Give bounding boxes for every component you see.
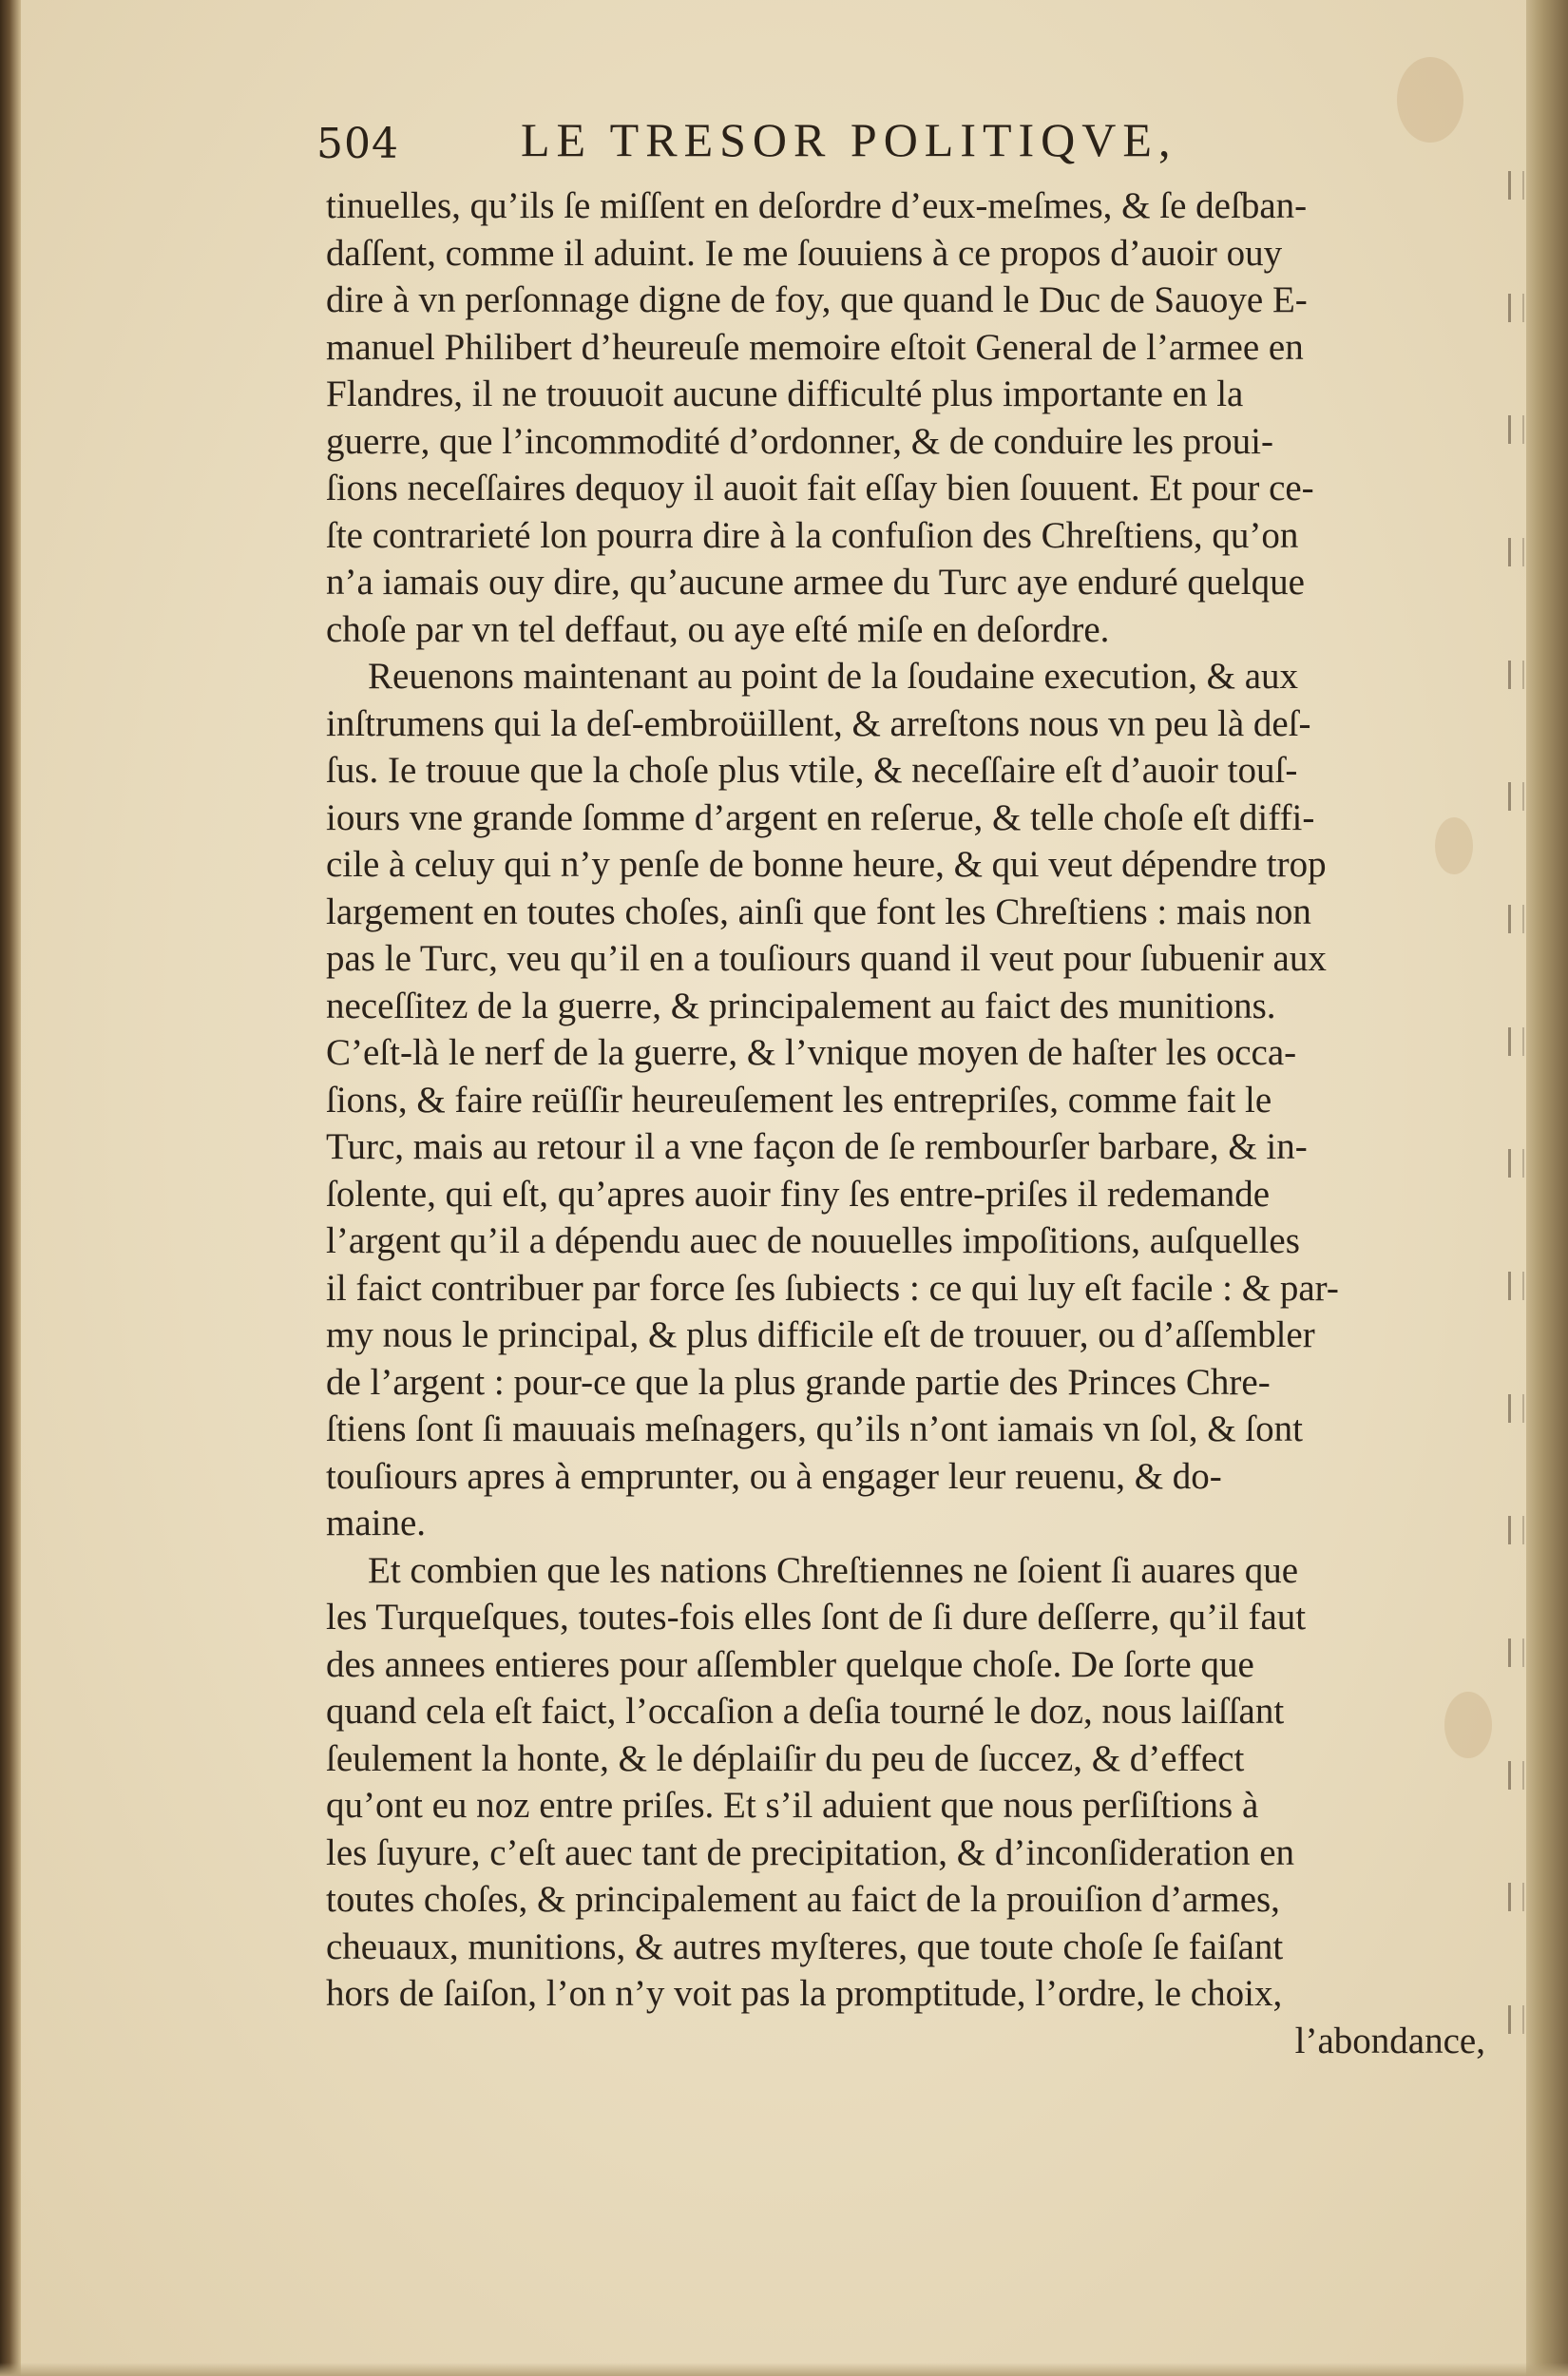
body-text: [326, 182, 1485, 2064]
paragraph-start-line: Et combien que les nations Chreſtiennes ne ſoient ſi auares que: [368, 1549, 1299, 1591]
show-through-mark: [1508, 2005, 1524, 2034]
show-through-mark: [1508, 905, 1524, 933]
show-through-mark: [1508, 782, 1524, 811]
running-title: LE TRESOR POLITIQVE,: [521, 113, 1177, 166]
text-line: des annees entieres pour aſſembler quelque choſe. De ſorte que: [326, 1643, 1254, 1685]
text-line: touſiours apres à emprunter, ou à engager leur reuenu, & do-: [326, 1455, 1222, 1497]
text-line: Flandres, il ne trouuoit aucune difficulté plus importante en la: [326, 374, 1244, 414]
text-line: maine.: [326, 1503, 427, 1543]
text-line: cheuaux, munitions, & autres myſteres, que toute choſe ſe faiſant: [326, 1926, 1284, 1967]
text-line: ſions, & faire reüſſir heureuſement les entrepriſes, comme fait le: [326, 1079, 1272, 1121]
catchword: l’abondance,: [1294, 2020, 1485, 2061]
page-number: 504: [316, 120, 399, 168]
show-through-mark: [1508, 294, 1524, 322]
show-through-mark: [1508, 1394, 1524, 1423]
text-line: neceſſitez de la guerre, & principalement au faict des munitions.: [326, 985, 1276, 1026]
show-through-mark: [1508, 415, 1524, 444]
text-line: ſions neceſſaires dequoy il auoit fait eſſay bien ſouuent. Et pour ce-: [326, 468, 1314, 508]
page-header: [316, 112, 1305, 175]
fore-edge: [1526, 0, 1568, 2376]
text-line: quand cela eſt faict, l’occaſion a deſia tourné le doz, nous laiſſant: [326, 1691, 1285, 1732]
text-line: my nous le principal, & plus difficile eſt de trouuer, ou d’aſſembler: [326, 1314, 1315, 1355]
text-line: tinuelles, qu’ils ſe miſſent en deſordre d’eux-meſmes, & ſe deſban-: [326, 185, 1308, 226]
show-through-mark: [1508, 1149, 1524, 1178]
text-line: ſus. Ie trouue que la choſe plus vtile, & neceſſaire eſt d’auoir touſ-: [326, 750, 1298, 791]
text-line: n’a iamais ouy dire, qu’aucune armee du Turc aye enduré quelque: [326, 562, 1305, 603]
text-line: largement en toutes choſes, ainſi que font les Chreſtiens : mais non: [326, 891, 1311, 932]
text-line: C’eſt-là le nerf de la guerre, & l’vnique moyen de haſter les occa-: [326, 1032, 1297, 1073]
show-through-mark: [1508, 1883, 1524, 1911]
text-line: choſe par vn tel deffaut, ou aye eſté miſe en deſordre.: [326, 608, 1110, 650]
bottom-edge: [0, 2363, 1568, 2376]
show-through-mark: [1508, 1761, 1524, 1790]
show-through-strip: [1505, 57, 1526, 2319]
text-line: pas le Turc, veu qu’il en a touſiours quand il veut pour ſubuenir aux: [326, 938, 1327, 979]
text-line: ſte contrarieté lon pourra dire à la confuſion des Chreſtiens, qu’on: [326, 514, 1299, 556]
text-line: cile à celuy qui n’y penſe de bonne heure, & qui veut dépendre trop: [326, 844, 1327, 885]
text-line: iours vne grande ſomme d’argent en reſerue, & telle choſe eſt diffi-: [326, 796, 1315, 838]
text-line: hors de ſaiſon, l’on n’y voit pas la promptitude, l’ordre, le choix,: [326, 1973, 1283, 2014]
text-line: dire à vn perſonnage digne de foy, que quand le Duc de Sauoye E-: [326, 279, 1308, 320]
show-through-mark: [1508, 1638, 1524, 1667]
show-through-mark: [1508, 661, 1524, 689]
show-through-mark: [1508, 1027, 1524, 1056]
text-line: de l’argent : pour-ce que la plus grande partie des Princes Chre-: [326, 1361, 1271, 1403]
paper-stain: [1397, 57, 1463, 143]
show-through-mark: [1508, 538, 1524, 566]
show-through-mark: [1508, 171, 1524, 200]
text-line: toutes choſes, & principalement au faict de la prouiſion d’armes,: [326, 1879, 1280, 1920]
text-line: ſeulement la honte, & le déplaiſir du peu de ſuccez, & d’effect: [326, 1737, 1245, 1779]
text-line: l’argent qu’il a dépendu auec de nouuelles impoſitions, auſquelles: [326, 1220, 1300, 1261]
text-line: les Turqueſques, toutes-fois elles ſont de ſi dure deſſerre, qu’il faut: [326, 1597, 1307, 1638]
paragraph-start-line: Reuenons maintenant au point de la ſoudaine execution, & aux: [368, 656, 1299, 697]
text-line: guerre, que l’incommodité d’ordonner, & de conduire les proui-: [326, 420, 1273, 462]
text-line: ſtiens ſont ſi mauuais meſnagers, qu’ils n’ont iamais vn ſol, & ſont: [326, 1408, 1303, 1449]
show-through-mark: [1508, 1272, 1524, 1300]
binding-edge: [0, 0, 21, 2376]
text-line: Turc, mais au retour il a vne façon de ſe rembourſer barbare, & in-: [326, 1126, 1308, 1167]
text-line: il faict contribuer par force ſes ſubiects : ce qui luy eſt facile : & par-: [326, 1267, 1339, 1309]
text-line: daſſent, comme il aduint. Ie me ſouuiens à ce propos d’auoir ouy: [326, 232, 1283, 274]
text-line: qu’ont eu noz entre priſes. Et s’il aduient que nous perſiſtions à: [326, 1785, 1259, 1826]
text-line: inſtrumens qui la deſ-embroüillent, & arreſtons nous vn peu là deſ-: [326, 702, 1311, 744]
text-line: manuel Philibert d’heureuſe memoire eſtoit General de l’armee en: [326, 326, 1304, 368]
text-line: ſolente, qui eſt, qu’apres auoir finy ſes entre-priſes il redemande: [326, 1173, 1271, 1215]
text-line: les ſuyure, c’eſt auec tant de precipitation, & d’inconſideration en: [326, 1831, 1295, 1873]
show-through-mark: [1508, 1516, 1524, 1544]
